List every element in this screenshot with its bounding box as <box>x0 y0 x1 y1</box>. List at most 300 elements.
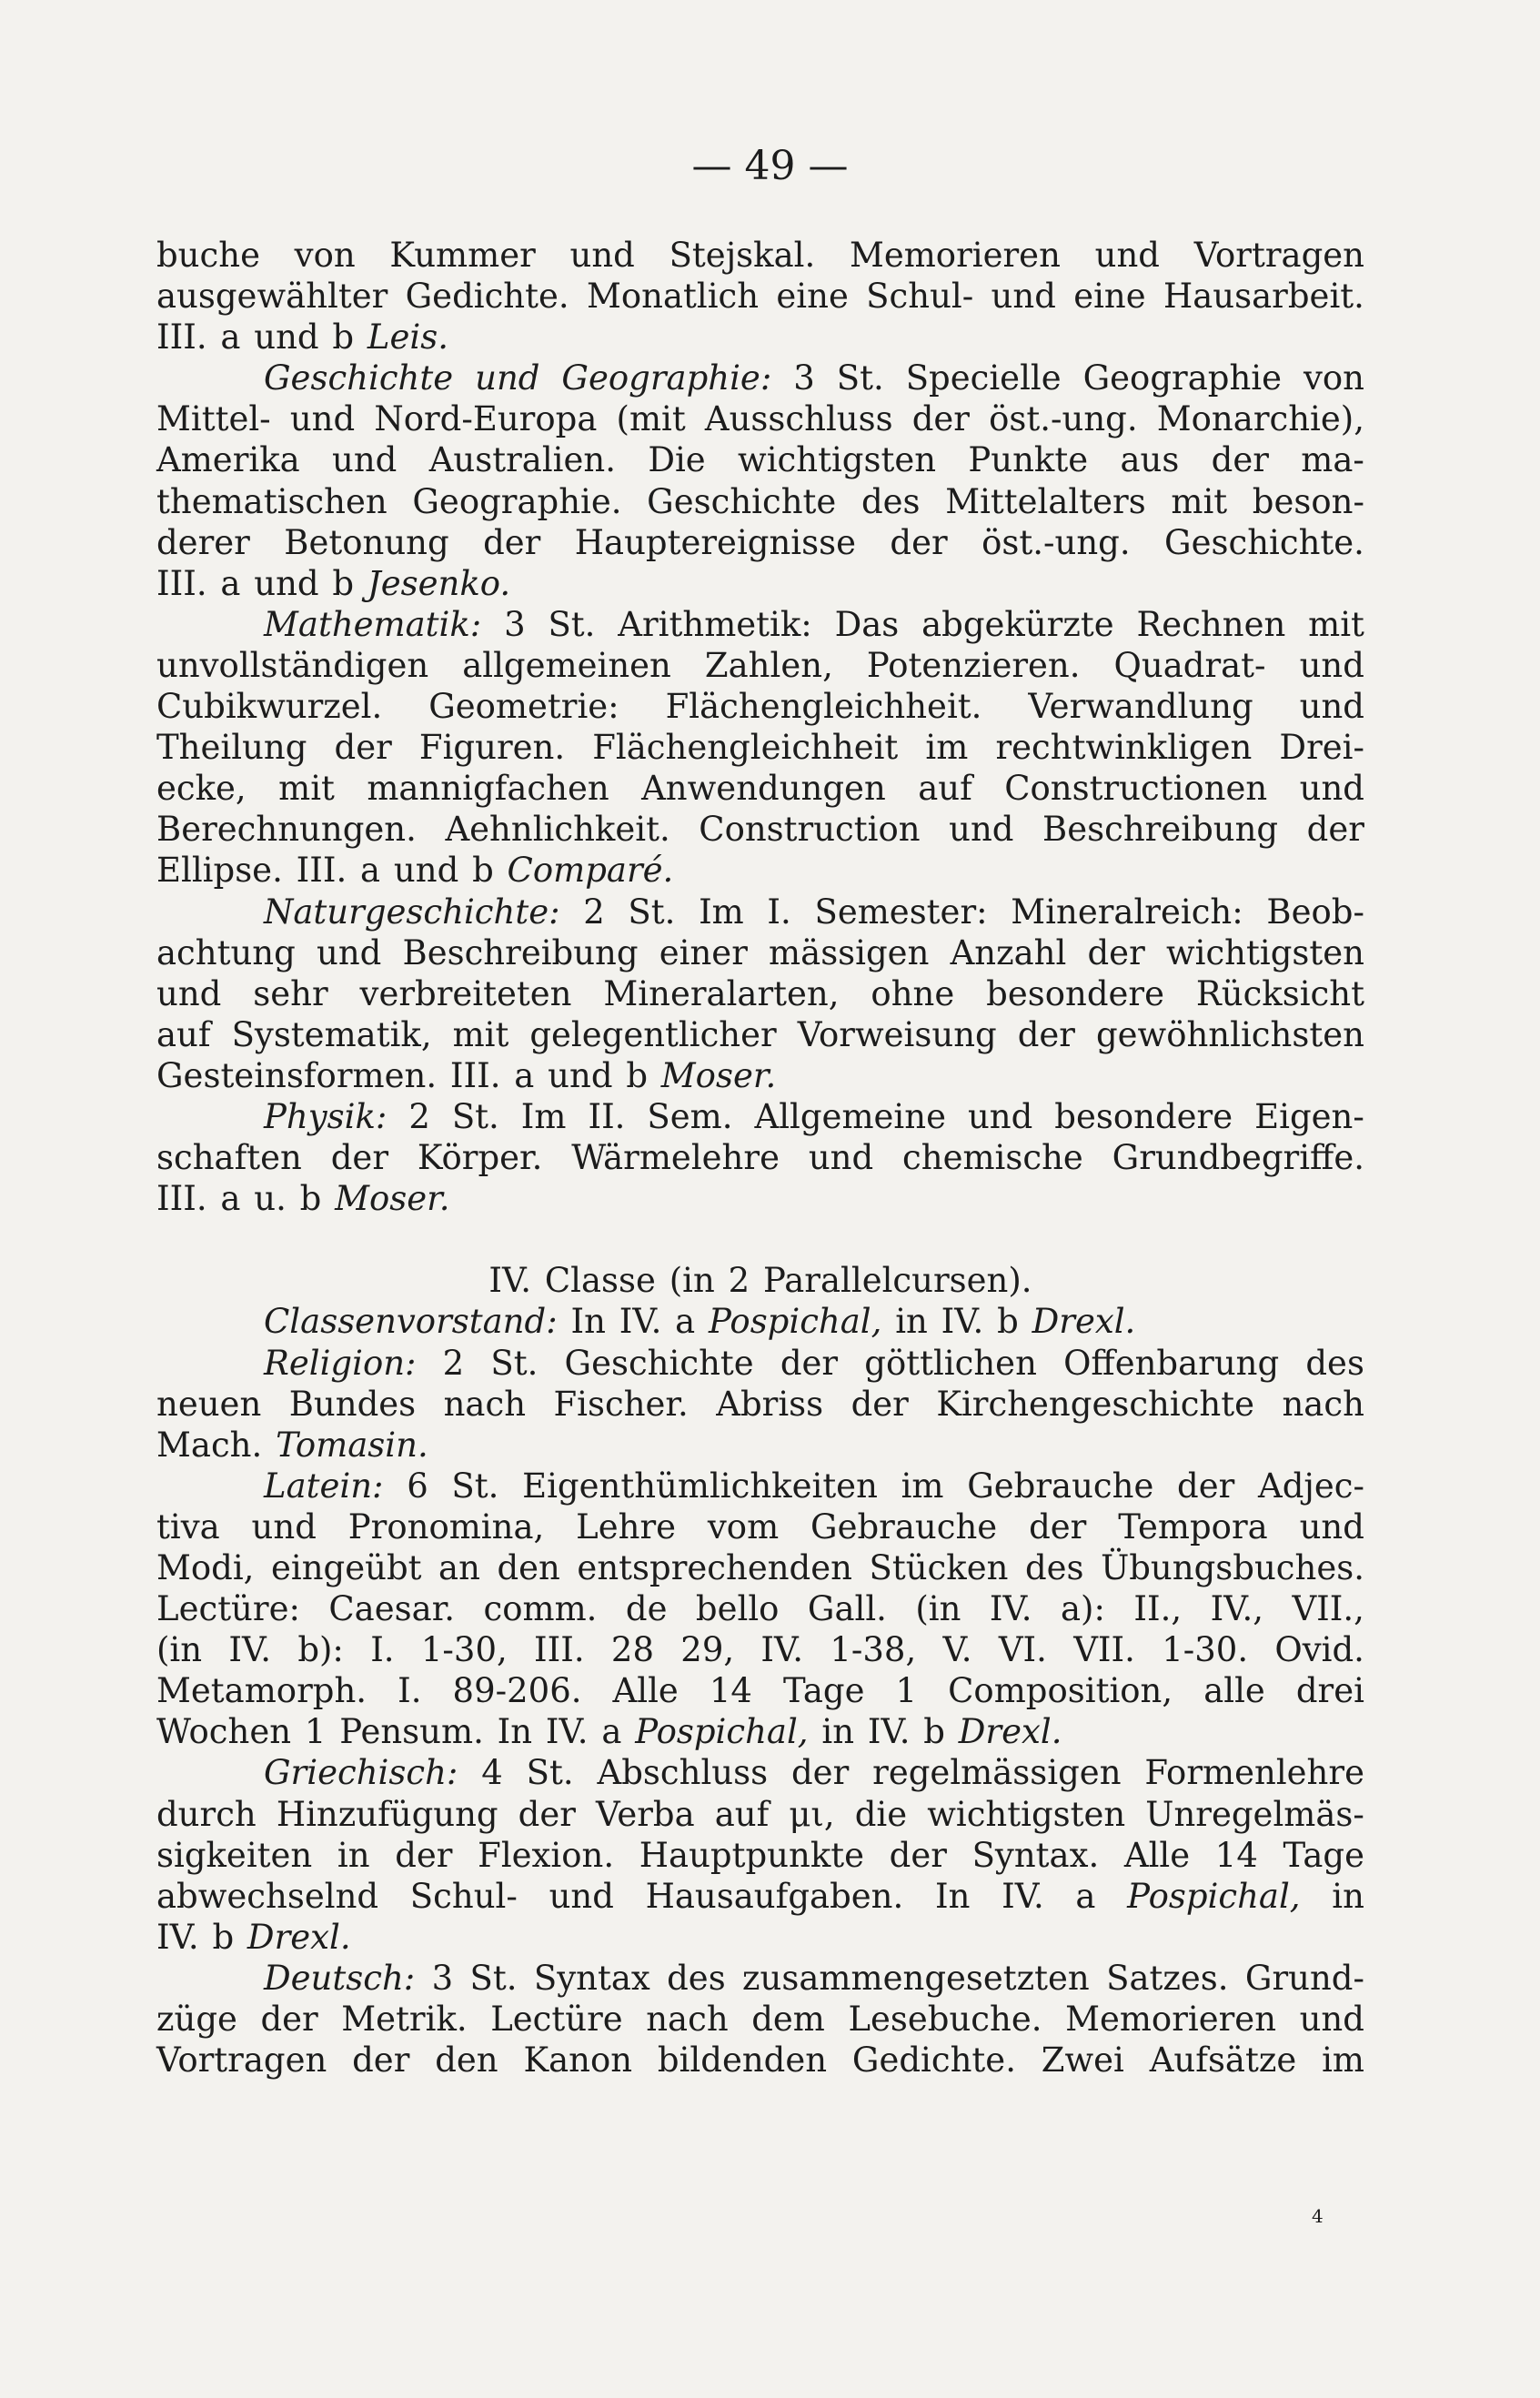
text-line <box>156 973 1364 1014</box>
word: des <box>1024 1548 1084 1587</box>
word: de <box>625 1589 668 1629</box>
word: die <box>854 1794 908 1834</box>
word: Australien. <box>428 440 616 480</box>
word: Hinzufügung <box>276 1794 498 1834</box>
word: Das <box>834 604 900 644</box>
word: der <box>1017 1014 1075 1054</box>
word: von <box>1303 358 1364 398</box>
word: eine <box>776 277 849 317</box>
word: Kummer <box>389 236 536 275</box>
word: Ausschluss <box>704 399 893 439</box>
word: 1-30, <box>420 1630 508 1670</box>
word: auf <box>918 769 972 809</box>
word: und <box>316 932 382 972</box>
word: Eigen- <box>1254 1096 1364 1136</box>
word: an <box>438 1548 480 1587</box>
word: I. <box>767 892 791 932</box>
word: und <box>1299 645 1364 685</box>
word: ma- <box>1301 440 1364 480</box>
word: III. <box>534 1630 585 1670</box>
word: Aufsätze <box>1149 2040 1297 2081</box>
word: Tage <box>1283 1835 1364 1875</box>
word: Schul- <box>409 1876 518 1916</box>
word: rechtwinkligen <box>995 728 1253 768</box>
word: St. <box>548 604 596 644</box>
text-line <box>156 563 1364 604</box>
word: des <box>667 1958 726 1998</box>
word: und <box>251 1506 317 1547</box>
word: im <box>925 728 969 768</box>
word: auf <box>156 1014 211 1054</box>
word: a <box>220 563 241 603</box>
text-line <box>156 1178 1364 1219</box>
word: Memorieren <box>849 236 1061 275</box>
word: St. <box>451 1466 499 1506</box>
text-line <box>156 1466 1364 1506</box>
word: St. <box>490 1343 538 1383</box>
word: b <box>332 563 355 603</box>
word: Semester: <box>814 892 988 932</box>
word: Lectüre <box>490 2000 623 2040</box>
word: a <box>220 317 241 358</box>
word: I. <box>398 1671 422 1711</box>
word: und <box>289 399 356 439</box>
word: b <box>332 317 355 358</box>
word: und <box>549 1876 614 1916</box>
word: eingeübt <box>270 1548 422 1587</box>
word: der <box>911 399 970 439</box>
word: und <box>156 973 222 1013</box>
word: St. <box>836 358 884 398</box>
word: Gall. <box>807 1589 887 1629</box>
text-line <box>156 2040 1364 2081</box>
word: a <box>514 1055 535 1095</box>
word: gewöhnlichsten <box>1095 1014 1364 1054</box>
word: a <box>601 1712 622 1752</box>
word: des <box>1305 1343 1364 1383</box>
word: St. <box>451 1096 499 1136</box>
word: Pospichal, <box>635 1712 809 1752</box>
word: St. <box>469 1958 518 1998</box>
word: Im <box>520 1096 567 1136</box>
word: III. <box>156 1179 207 1219</box>
word: Pospichal, <box>1127 1876 1301 1916</box>
word: Punkte <box>968 440 1089 480</box>
word: Hausarbeit. <box>1163 277 1364 317</box>
text-line <box>156 1384 1364 1425</box>
word: Nord-Europa <box>374 399 598 439</box>
text-line <box>156 1958 1364 1999</box>
word: Eigenthümlichkeiten <box>522 1466 878 1506</box>
word: Körper. <box>417 1138 543 1178</box>
word: Mach. <box>156 1425 263 1465</box>
word: 2 <box>442 1343 465 1383</box>
text-line <box>156 1752 1364 1793</box>
word: der <box>334 728 392 768</box>
text-line <box>156 768 1364 809</box>
word: 3 <box>431 1958 454 1998</box>
word: der <box>890 522 948 562</box>
word: Mineralreich: <box>1011 892 1243 932</box>
word: Kirchengeschichte <box>936 1384 1255 1424</box>
word: Flexion. <box>478 1835 615 1875</box>
word: a <box>1075 1876 1096 1916</box>
word: Monarchie), <box>1156 399 1364 439</box>
word: der <box>791 1753 850 1793</box>
word: u. <box>254 1179 287 1219</box>
word: Gedichte. <box>405 277 569 317</box>
word: (mit <box>616 399 686 439</box>
word: Drei- <box>1279 728 1364 768</box>
word: Wochen <box>156 1712 292 1752</box>
text-line <box>156 727 1364 768</box>
word: Gesteinsformen. <box>156 1055 438 1095</box>
word: Hausaufgaben. <box>645 1876 904 1916</box>
word: der <box>483 522 541 562</box>
word: Verwandlung <box>1028 687 1253 727</box>
text-line <box>156 604 1364 645</box>
word: Lectüre: <box>156 1589 300 1629</box>
text-line <box>156 809 1364 850</box>
word: Gebrauche <box>967 1466 1154 1506</box>
word: Stücken <box>869 1548 1009 1587</box>
word: und <box>393 851 459 891</box>
word: Lesebuche. <box>848 2000 1042 2040</box>
word: ohne <box>871 973 955 1013</box>
word: mit <box>278 769 335 809</box>
word: Beob- <box>1266 892 1364 932</box>
word: bildenden <box>657 2040 828 2081</box>
word: Ovid. <box>1274 1630 1364 1670</box>
word: Gebrauche <box>810 1506 998 1547</box>
word: IV. <box>989 1589 1032 1629</box>
word: abwechselnd <box>156 1876 379 1916</box>
word: Figuren. <box>418 728 566 768</box>
word: Sem. <box>647 1096 733 1136</box>
word: III. <box>156 317 207 358</box>
word: Betonung <box>284 522 449 562</box>
text-line <box>156 522 1364 563</box>
word: zusammengesetzten <box>742 1958 1090 1998</box>
word: vom <box>707 1506 780 1547</box>
word: b <box>472 851 494 891</box>
word: einer <box>659 932 748 972</box>
word: IV. <box>867 1712 911 1752</box>
word: Moser. <box>335 1179 450 1219</box>
word: Monatlich <box>586 277 760 317</box>
word: (in <box>915 1589 961 1629</box>
word: Griechisch: <box>264 1753 458 1793</box>
word: und <box>548 1055 613 1095</box>
word: und <box>991 277 1056 317</box>
word: Übungsbuches. <box>1101 1548 1364 1587</box>
word: Grundbegriffe. <box>1112 1138 1364 1178</box>
word: und <box>569 236 635 275</box>
word: Composition, <box>948 1671 1173 1711</box>
word: Syntax. <box>971 1835 1100 1875</box>
word: Hauptpunkte <box>639 1835 865 1875</box>
word: a <box>220 1179 241 1219</box>
body-text <box>156 235 1364 2081</box>
word: Mathematik: <box>264 604 482 644</box>
word: In <box>934 1876 971 1916</box>
text-line <box>156 1425 1364 1466</box>
word: Tomasin. <box>276 1425 428 1465</box>
word: Allgemeine <box>754 1096 946 1136</box>
word: Specielle <box>905 358 1062 398</box>
text-line <box>156 686 1364 727</box>
word: Aehnlichkeit. <box>445 810 670 850</box>
section-heading <box>156 1260 1364 1301</box>
word: Abriss <box>716 1384 824 1424</box>
word: IV. <box>545 1712 589 1752</box>
word: abgekürzte <box>921 604 1114 644</box>
word: Geometrie: <box>428 687 619 727</box>
word: 14 <box>1214 1835 1258 1875</box>
word: und <box>1299 769 1364 809</box>
text-line <box>156 1629 1364 1670</box>
word: eine <box>1073 277 1146 317</box>
word: sehr <box>253 973 328 1013</box>
text-line <box>156 1343 1364 1384</box>
word: Vorweisung <box>797 1014 997 1054</box>
word: 29, <box>680 1630 735 1670</box>
word: St. <box>526 1753 574 1793</box>
word: der <box>1211 440 1269 480</box>
word: Modi, <box>156 1548 255 1587</box>
word: und <box>1299 687 1364 727</box>
word: und <box>1094 236 1160 275</box>
word: mannigfachen <box>367 769 609 809</box>
word: Theilung <box>156 728 307 768</box>
word: Constructionen <box>1004 769 1268 809</box>
word: züge <box>156 2000 237 2040</box>
word: 3 <box>793 358 815 398</box>
word: IV. <box>619 1302 662 1342</box>
text-line <box>156 1835 1364 1876</box>
word: Comparé. <box>507 851 674 891</box>
word: im <box>1322 2040 1364 2081</box>
word: tiva <box>156 1506 220 1547</box>
word: Metrik. <box>341 2000 468 2040</box>
text-line <box>156 276 1364 317</box>
text-line <box>156 481 1364 522</box>
word: Geographie: <box>561 358 772 398</box>
word: Classenvorstand: <box>264 1302 558 1342</box>
word: und <box>808 1138 874 1178</box>
text-line <box>156 1711 1364 1752</box>
word: im <box>901 1466 944 1506</box>
word: Geographie. <box>412 481 622 521</box>
text-line <box>156 645 1364 686</box>
text-line <box>156 235 1364 276</box>
word: Parallelcursen). <box>762 1261 1032 1301</box>
word: III. <box>296 851 347 891</box>
word: und <box>967 1096 1033 1136</box>
word: In <box>497 1712 533 1752</box>
word: 2 <box>728 1261 750 1301</box>
word: chemische <box>902 1138 1083 1178</box>
word: 1-38, <box>830 1630 917 1670</box>
word: in <box>1332 1876 1364 1916</box>
word: b): <box>297 1630 344 1670</box>
word: IV. <box>488 1261 532 1301</box>
word: Latein: <box>264 1466 384 1506</box>
word: Religion: <box>264 1343 417 1383</box>
word: der <box>1306 810 1364 850</box>
word: Drexl. <box>1032 1302 1136 1342</box>
word: bello <box>695 1589 780 1629</box>
word: achtung <box>156 932 296 972</box>
word: a <box>675 1302 696 1342</box>
word: Pospichal, <box>709 1302 882 1342</box>
word: Zwei <box>1041 2040 1124 2081</box>
word: Memorieren <box>1065 2000 1277 2040</box>
word: öst.-ung. <box>989 399 1138 439</box>
word: II., <box>1133 1589 1183 1629</box>
word: 6 <box>407 1466 428 1506</box>
word: VI. <box>998 1630 1047 1670</box>
word: allgemeinen <box>462 645 671 685</box>
word: Beschreibung <box>1042 810 1279 850</box>
text-line <box>156 932 1364 973</box>
word: Unregelmäs- <box>1145 1794 1364 1834</box>
word: a <box>360 851 381 891</box>
word: den <box>497 1548 560 1587</box>
text-line <box>156 1137 1364 1178</box>
word: öst.-ung. <box>981 522 1131 562</box>
word: Mineralarten, <box>603 973 840 1013</box>
word: der <box>1087 932 1145 972</box>
text-line <box>156 1547 1364 1588</box>
text-line <box>156 1096 1364 1137</box>
word: Syntax <box>533 1958 650 1998</box>
word: Systematik, <box>231 1014 432 1054</box>
word: Bundes <box>288 1384 417 1424</box>
word: drei <box>1295 1671 1364 1711</box>
word: Satzes. <box>1106 1958 1229 1998</box>
word: Vortragen <box>1193 236 1364 275</box>
word: und <box>1299 1506 1364 1547</box>
word: alle <box>1203 1671 1265 1711</box>
word: b <box>299 1179 322 1219</box>
word: Tempora <box>1118 1506 1268 1547</box>
word: IV. <box>156 1917 199 1957</box>
word: Ellipse. <box>156 851 283 891</box>
text-line <box>156 1794 1364 1835</box>
word: Beschreibung <box>402 932 639 972</box>
word: der <box>330 1138 389 1178</box>
text-line <box>156 1055 1364 1096</box>
word: Amerika <box>156 440 300 480</box>
word: schaften <box>156 1138 302 1178</box>
text-line <box>156 398 1364 439</box>
word: Pensum. <box>339 1712 484 1752</box>
word: Kanon <box>523 2040 633 2081</box>
word: Naturgeschichte: <box>264 892 560 932</box>
word: gelegentlicher <box>529 1014 777 1054</box>
text-line <box>156 1999 1364 2040</box>
word: 2 <box>583 892 605 932</box>
word: VII., <box>1292 1589 1364 1629</box>
word: 1 <box>304 1712 327 1752</box>
word: Berechnungen. <box>156 810 417 850</box>
word: Alle <box>1123 1835 1191 1875</box>
signature-mark: 4 <box>1312 2205 1324 2227</box>
word: IV. <box>1002 1876 1044 1916</box>
word: Mittelalters <box>945 481 1146 521</box>
word: Construction <box>699 810 921 850</box>
word: 89-206. <box>452 1671 582 1711</box>
word: göttlichen <box>864 1343 1037 1383</box>
word: b <box>626 1055 648 1095</box>
word: Quadrat- <box>1113 645 1266 685</box>
word: und <box>1299 2000 1364 2040</box>
word: wichtigsten <box>1165 932 1364 972</box>
word: a): <box>1061 1589 1105 1629</box>
word: sigkeiten <box>156 1835 313 1875</box>
word: besondere <box>1054 1096 1233 1136</box>
text-line <box>156 892 1364 932</box>
text-line <box>156 1506 1364 1547</box>
text-line <box>156 1917 1364 1958</box>
text-line <box>156 1014 1364 1055</box>
word: entsprechenden <box>577 1548 852 1587</box>
word: b <box>923 1712 945 1752</box>
word: Zahlen, <box>704 645 833 685</box>
word: μι, <box>789 1794 835 1834</box>
word: buche <box>156 236 260 275</box>
word: der <box>780 1343 839 1383</box>
word: und <box>332 440 398 480</box>
word: mit <box>1171 481 1228 521</box>
word: in <box>895 1302 928 1342</box>
word: 4 <box>481 1753 503 1793</box>
page-number: — 49 — <box>691 143 849 189</box>
word: und <box>475 358 540 398</box>
word: Formenlehre <box>1144 1753 1364 1793</box>
word: Cubikwurzel. <box>156 687 383 727</box>
word: IV. <box>760 1630 804 1670</box>
word: 2 <box>408 1096 430 1136</box>
word: in <box>821 1712 855 1752</box>
word: V. <box>942 1630 972 1670</box>
word: den <box>435 2040 498 2081</box>
word: Die <box>648 440 706 480</box>
word: In <box>570 1302 606 1342</box>
word: Geschichte <box>264 358 454 398</box>
word: Stejskal. <box>669 236 816 275</box>
word: Anzahl <box>950 932 1067 972</box>
word: Hauptereignisse <box>574 522 857 562</box>
word: auf <box>714 1794 770 1834</box>
word: Flächengleichheit <box>592 728 899 768</box>
word: Pronomina, <box>347 1506 545 1547</box>
word: der <box>851 1384 909 1424</box>
text-line <box>156 1588 1364 1629</box>
word: Im <box>699 892 744 932</box>
word: regelmässigen <box>872 1753 1122 1793</box>
word: nach <box>646 2000 729 2040</box>
word: Adjec- <box>1257 1466 1364 1506</box>
word: 1-30. <box>1162 1630 1249 1670</box>
word: Drexl. <box>958 1712 1062 1752</box>
word: thematischen <box>156 481 388 521</box>
word: beson- <box>1252 481 1364 521</box>
word: Moser. <box>660 1055 777 1095</box>
word: Alle <box>612 1671 679 1711</box>
word: III. <box>156 563 207 603</box>
